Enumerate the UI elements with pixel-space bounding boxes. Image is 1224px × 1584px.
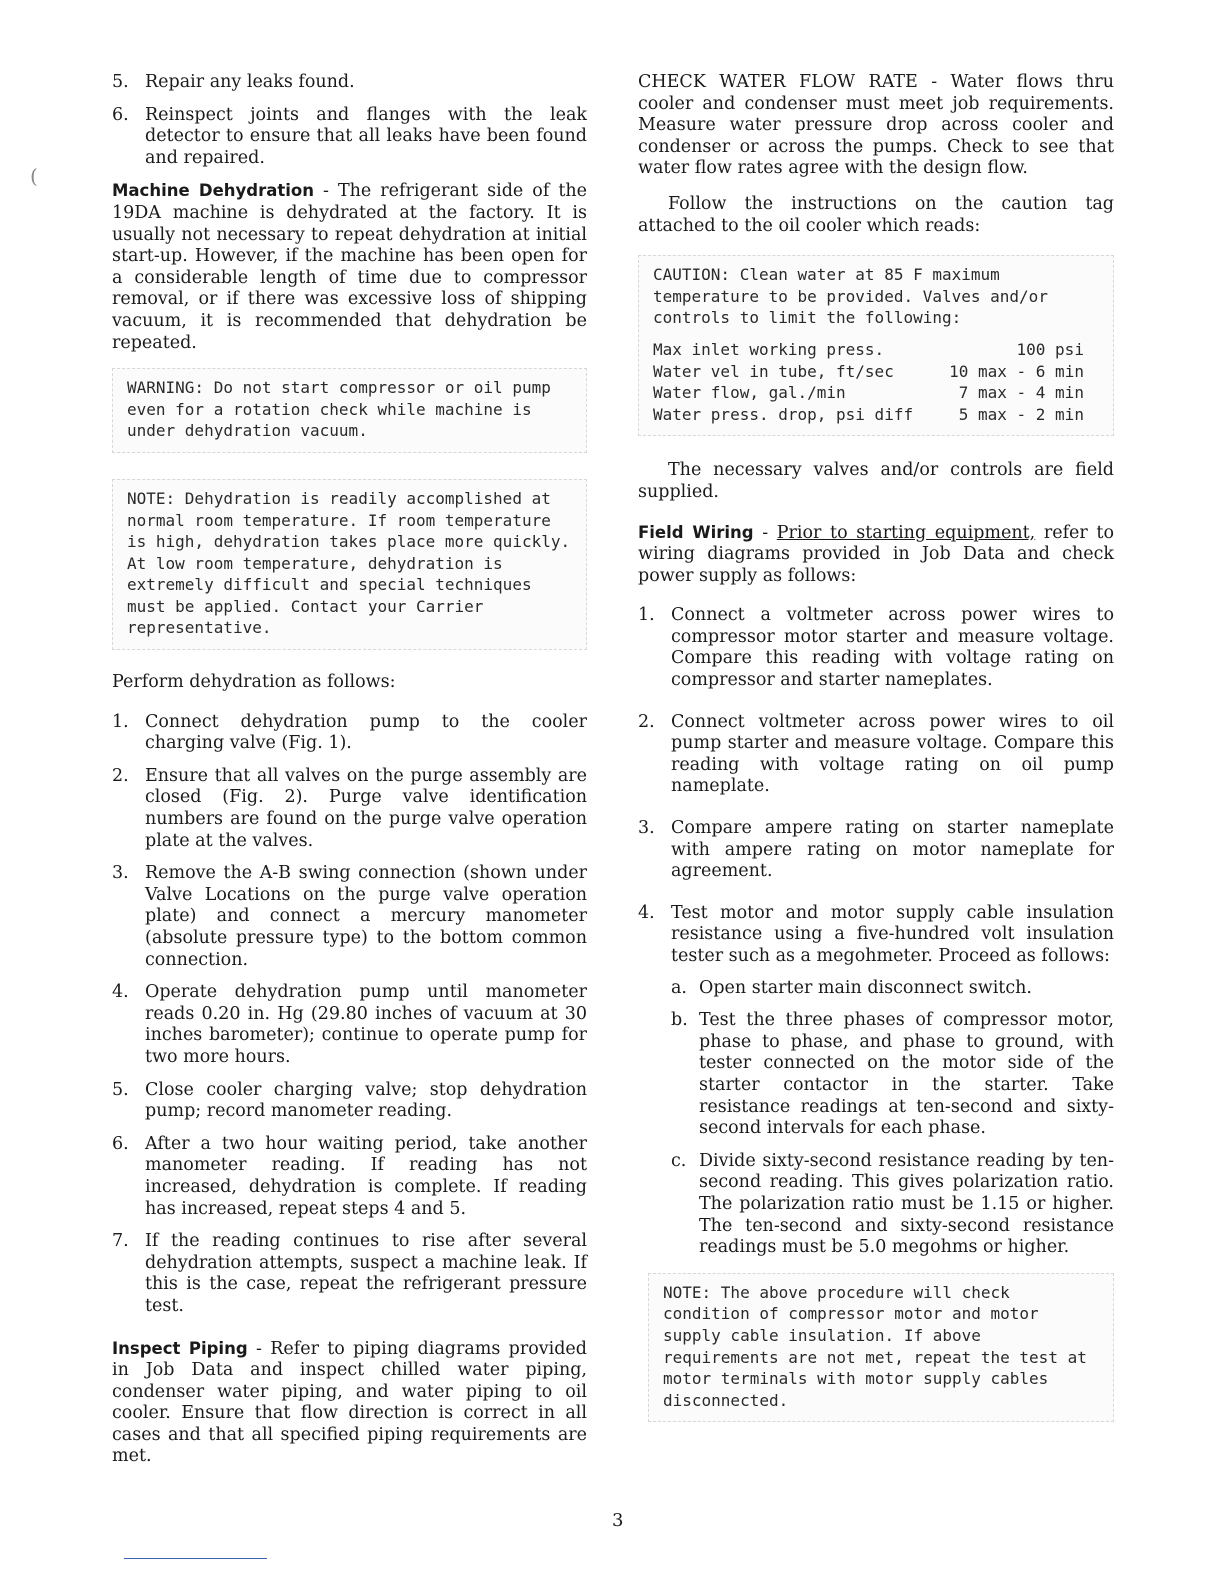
inspect-piping-heading: Inspect Piping <box>112 1338 248 1358</box>
margin-bracket-mark: ( <box>30 164 38 188</box>
field-wiring-heading: Field Wiring <box>638 522 754 542</box>
list-item: 6. Reinspect joints and flanges with the leak detector to ensure that all leaks have been found and repaired. <box>112 104 587 168</box>
water-limits-table <box>653 339 1084 425</box>
valves-supplied-text: The necessary valves and/or controls are field supplied. <box>638 460 1114 502</box>
list-item: a. Open starter main disconnect switch. <box>671 977 1032 998</box>
dehydration-paragraph: Machine Dehydration - The refrigerant side of the 19DA machine is dehydrated at the factory. It is usually not necessary to repeat dehydration at initial start-up. However, if the machine has been open for a considerable length of time due to compressor removal, or if there was excessive loss of shipping vacuum, it is recommended that dehydration be repeated. <box>112 181 587 353</box>
megohmeter-substeps <box>671 978 1114 1259</box>
list-item: c. Divide sixty-second resistance reading by ten-second reading. This gives polarization ratio. The polarization ratio must be 1.15 or higher. The ten-second and sixty-second resistance readings must be 5.0 megohms or higher. <box>671 1150 1114 1258</box>
list-item: 2. Connect voltmeter across power wires to oil pump starter and measure voltage. Compare this reading with voltage rating on oil pump nameplate. <box>638 711 1114 797</box>
right-column <box>638 72 1114 1438</box>
list-item: 1. Connect a voltmeter across power wires to compressor motor starter and measure voltage. Compare this reading with voltage rating on compressor and starter nameplates. <box>638 605 1114 691</box>
list-item: 5. Repair any leaks found. <box>112 72 355 92</box>
note-text: NOTE: The above procedure will check condition of compressor motor and motor supply cable insulation. If above requirements are not met, repeat the test at motor terminals with motor supply cables disconnected. <box>663 1282 1087 1410</box>
dehydration-steps <box>112 712 587 1318</box>
left-column <box>112 72 587 1482</box>
field-wiring-underlined: Prior to starting equipment, <box>776 522 1036 543</box>
list-item: 3. Compare ampere rating on starter nameplate with ampere rating on motor nameplate for agreement. <box>638 818 1114 882</box>
list-item: 4. Test motor and motor supply cable insulation resistance using a five-hundred volt insulation tester such as a megohmeter. Proceed as follows: a. Open starter main disconnect switch. b. Test the three phases of compressor motor, phase to phase, and phase to ground, with tester connected on the motor side of the starter contactor in the starter. Take resistance readings at ten-second and sixty-second intervals for each phase. c. Divide sixty-second resistance reading by ten-second reading. This gives polarization ratio. The polarization ratio must be 1.15 or higher. The ten-second and sixty-second resistance readings must be 5.0 megohms or higher. <box>638 902 1114 1258</box>
caution-text: CAUTION: Clean water at 85 F maximum temperature to be provided. Valves and/or controls to limit the following: <box>653 265 1048 328</box>
list-item: 7. If the reading continues to rise after several dehydration attempts, suspect a machine leak. If this is the case, repeat the refrigerant pressure test. <box>112 1231 587 1316</box>
dehydration-heading: Machine Dehydration <box>112 181 314 201</box>
table-row: Water flow, gal./min 7 max - 4 min <box>653 383 1084 403</box>
page-number: 3 <box>612 1510 624 1531</box>
water-flow-paragraph: CHECK WATER FLOW RATE - Water flows thru cooler and condenser must meet job requirements. Measure water pressure drop across cooler and condenser or across the pumps. Check to see that water flow rates agree with the design flow. <box>638 72 1114 179</box>
leak-repair-list <box>112 72 587 169</box>
field-wiring-steps <box>638 605 1114 1258</box>
insulation-note-box <box>648 1273 1114 1423</box>
warning-box <box>112 368 587 453</box>
note-text: NOTE: Dehydration is readily accomplished at normal room temperature. If room temperature is high, dehydration takes place more quickly. At low room temperature, dehydration is extremely difficult and special techniques must be applied. Contact your Carrier representative. <box>127 488 571 638</box>
list-item: 3. Remove the A-B swing connection (shown under Valve Locations on the purge valve operation plate) and connect a mercury manometer (absolute pressure type) to the bottom common connection. <box>112 863 587 970</box>
dehydration-note-box <box>112 479 587 650</box>
perform-intro: Perform dehydration as follows: <box>112 672 396 693</box>
list-item: 4. Operate dehydration pump until manometer reads 0.20 in. Hg (29.80 inches of vacuum at 30 inches barometer); continue to operate pump for two more hours. <box>112 982 587 1067</box>
table-row: Max inlet working press. 100 psi <box>653 339 1084 359</box>
dehydration-text: The refrigerant side of the 19DA machine is dehydrated at the factory. It is usually not necessary to repeat dehydration at initial start-up. However, if the machine has been open for a considerable length of time due to compressor removal, or if there was excessive loss of shipping vacuum, it is recommended that dehydration be repeated. <box>112 181 587 353</box>
table-row: Water press. drop, psi diff 5 max - 2 min <box>653 404 1084 424</box>
list-item: b. Test the three phases of compressor motor, phase to phase, and phase to ground, with tester connected on the motor side of the starter contactor in the starter. Take resistance readings at ten-second and sixty-second intervals for each phase. <box>671 1010 1114 1139</box>
caution-intro: Follow the instructions on the caution tag attached to the oil cooler which reads: <box>638 193 1114 236</box>
inspect-piping-paragraph: Inspect Piping - Refer to piping diagrams provided in Job Data and inspect chilled water piping, condenser water piping, and water piping to oil cooler. Ensure that flow direction is correct in all cases and that all specified piping requirements are met. <box>112 1338 587 1467</box>
footer-rule <box>124 1558 267 1559</box>
caution-tag-box <box>638 255 1114 436</box>
warning-text: WARNING: Do not start compressor or oil pump even for a rotation check while machine is under dehydration vacuum. <box>127 378 551 441</box>
list-item: 6. After a two hour waiting period, take another manometer reading. If reading has not increased, dehydration is complete. If reading has increased, repeat steps 4 and 5. <box>112 1133 587 1219</box>
field-wiring-paragraph: Field Wiring - Prior to starting equipment, refer to wiring diagrams provided in Job Data and check power supply as follows: <box>638 522 1114 586</box>
inspect-piping-text: Refer to piping diagrams provided in Job Data and inspect chilled water piping, condenser water piping, and water piping to oil cooler. Ensure that flow direction is correct in all cases and that all specified piping requirements are met. <box>112 1338 587 1467</box>
list-item: 5. Close cooler charging valve; stop dehydration pump; record manometer reading. <box>112 1079 587 1122</box>
table-row: Water vel in tube, ft/sec 10 max - 6 min <box>653 361 1084 381</box>
list-item: 1. Connect dehydration pump to the cooler charging valve (Fig. 1). <box>112 711 587 754</box>
list-item: 2. Ensure that all valves on the purge assembly are closed (Fig. 2). Purge valve identification numbers are found on the purge valve operation plate at the valves. <box>112 765 587 851</box>
